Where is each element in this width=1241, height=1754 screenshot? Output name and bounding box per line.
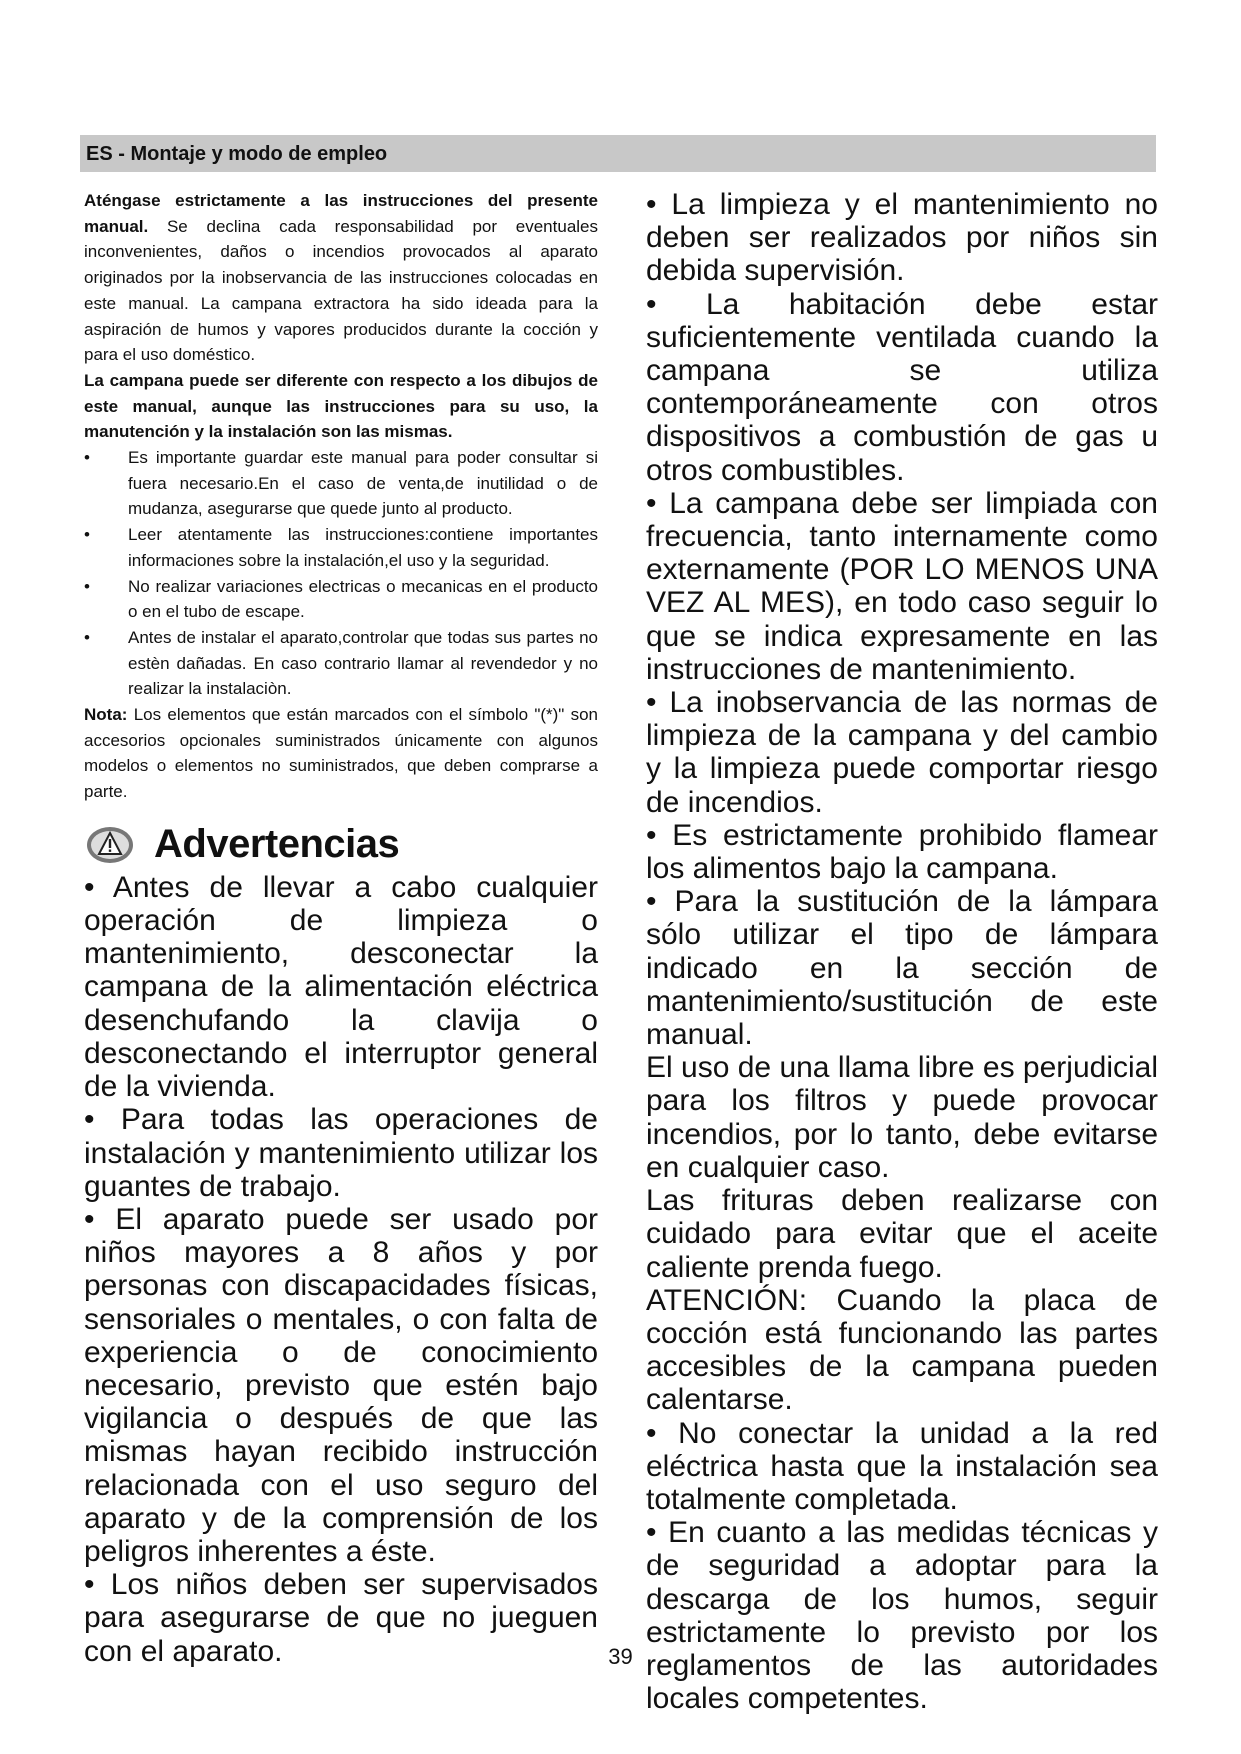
section-title: ES - Montaje y modo de empleo — [86, 143, 388, 165]
left-column — [84, 188, 598, 1668]
page-number: 39 — [608, 1644, 633, 1669]
warning-paragraph: • La inobservancia de las normas de limpieza de la campana y del cambio y la limpieza puede comportar riesgo de incendios. — [646, 686, 1158, 819]
intro-bullet-text: Es importante guardar este manual para poder consultar si fuera necesario.En el caso de venta,de inutilidad o de mudanza, asegurarse que quede junto al producto. — [128, 448, 598, 519]
intro-bullet-text: No realizar variaciones electricas o mecanicas en el producto o en el tubo de escape. — [128, 576, 598, 622]
warning-paragraph: • No conectar la unidad a la red eléctrica hasta que la instalación sea totalmente completada. — [646, 1416, 1158, 1516]
right-column — [646, 188, 1158, 1715]
warnings-left — [84, 871, 598, 1668]
warning-paragraph: El uso de una llama libre es perjudicial para los filtros y puede provocar incendios, por lo tanto, debe evitarse en cualquier caso. — [646, 1051, 1158, 1184]
note-paragraph — [84, 702, 598, 805]
intro-bullet: • Antes de instalar el aparato,controlar que todas sus partes no estèn dañadas. En caso contrario llamar al revendedor y no realizar la instalaciòn. — [84, 627, 598, 699]
note-label: Nota: — [84, 705, 128, 725]
warning-paragraph: Las frituras deben realizarse con cuidado para evitar que el aceite caliente prenda fuego. — [646, 1184, 1158, 1284]
intro-bullet: • No realizar variaciones electricas o mecanicas en el producto o en el tubo de escape. — [84, 576, 598, 622]
intro-paragraph — [84, 188, 598, 368]
warnings-title: Advertencias — [154, 822, 400, 867]
note-text: Los elementos que están marcados con el símbolo "(*)" son accesorios opcionales suministrados únicamente con algunos modelos o elementos no suministrados, que deben comprarse a parte. — [84, 705, 598, 802]
warning-paragraph: ATENCIÓN: Cuando la placa de cocción está funcionando las partes accesibles de la campana pueden calentarse. — [646, 1283, 1158, 1417]
warning-paragraph: • La campana debe ser limpiada con frecuencia, tanto internamente como externamente (POR LO MENOS UNA VEZ AL MES), en todo caso seguir lo que se indica expresamente en las instrucciones de mantenimiento. — [646, 486, 1158, 686]
warning-paragraph: • En cuanto a las medidas técnicas y de seguridad a adoptar para la descarga de los humos, seguir estrictamente lo previsto por los reglamentos de las autoridades locales competentes. — [646, 1516, 1158, 1716]
warning-paragraph: • Para todas las operaciones de instalación y mantenimiento utilizar los guantes de trabajo. — [84, 1103, 598, 1203]
intro-text: Se declina cada responsabilidad por eventuales inconvenientes, daños o incendios provocados al aparato originados por la inobservancia de las instrucciones colocadas en este manual. La campana extractora ha sido ideada para la aspiración de humos y vapores producidos durante la cocción y para el uso doméstico. — [84, 216, 598, 365]
warning-paragraph: • Los niños deben ser supervisados para asegurarse de que no jueguen con el aparato. — [84, 1568, 598, 1668]
warning-triangle-icon — [86, 825, 134, 865]
intro-bold-paragraph: La campana puede ser diferente con respecto a los dibujos de este manual, aunque las instrucciones para su uso, la manutención y la instalación son las mismas. — [84, 370, 598, 442]
warning-paragraph: • La limpieza y el mantenimiento no deben ser realizados por niños sin debida supervisión. — [646, 188, 1158, 288]
intro-section — [84, 188, 598, 805]
warnings-heading — [84, 819, 598, 871]
intro-bullet: • Es importante guardar este manual para poder consultar si fuera necesario.En el caso de venta,de inutilidad o de mudanza, asegurarse que quede junto al producto. — [84, 448, 598, 519]
intro-bullet: • Leer atentamente las instrucciones:contiene importantes informaciones sobre la instalación,el uso y la seguridad. — [84, 525, 598, 570]
intro-bold-lead: Aténgase estrictamente a las instrucciones del presente manual. — [84, 191, 598, 236]
intro-bullet-text: Leer atentamente las instrucciones:contiene importantes informaciones sobre la instalación,el uso y la seguridad. — [128, 525, 598, 570]
section-header-bar — [80, 135, 1156, 172]
warning-paragraph: • Antes de llevar a cabo cualquier operación de limpieza o mantenimiento, desconectar la campana de la alimentación eléctrica desenchufando la clavija o desconectando el interruptor general de la vivienda. — [84, 870, 598, 1104]
intro-bullet-text: Antes de instalar el aparato,controlar que todas sus partes no estèn dañadas. En caso contrario llamar al revendedor y no realizar la instalaciòn. — [128, 627, 598, 699]
warning-paragraph: • El aparato puede ser usado por niños mayores a 8 años y por personas con discapacidades físicas, sensoriales o mentales, o con falta de experiencia o de conocimiento necesario, previsto que estén bajo vigilancia o después de que las mismas hayan recibido instrucción relacionada con el uso seguro del aparato y de la comprensión de los peligros inherentes a éste. — [84, 1202, 598, 1568]
warning-paragraph: • Es estrictamente prohibido flamear los alimentos bajo la campana. — [646, 818, 1158, 886]
warning-paragraph: • La habitación debe estar suficientemente ventilada cuando la campana se utiliza contemporáneamente con otros dispositivos a combustión de gas u otros combustibles. — [646, 287, 1158, 487]
warning-paragraph: • Para la sustitución de la lámpara sólo utilizar el tipo de lámpara indicado en la sección de mantenimiento/sustitución de este manual. — [646, 885, 1158, 1052]
